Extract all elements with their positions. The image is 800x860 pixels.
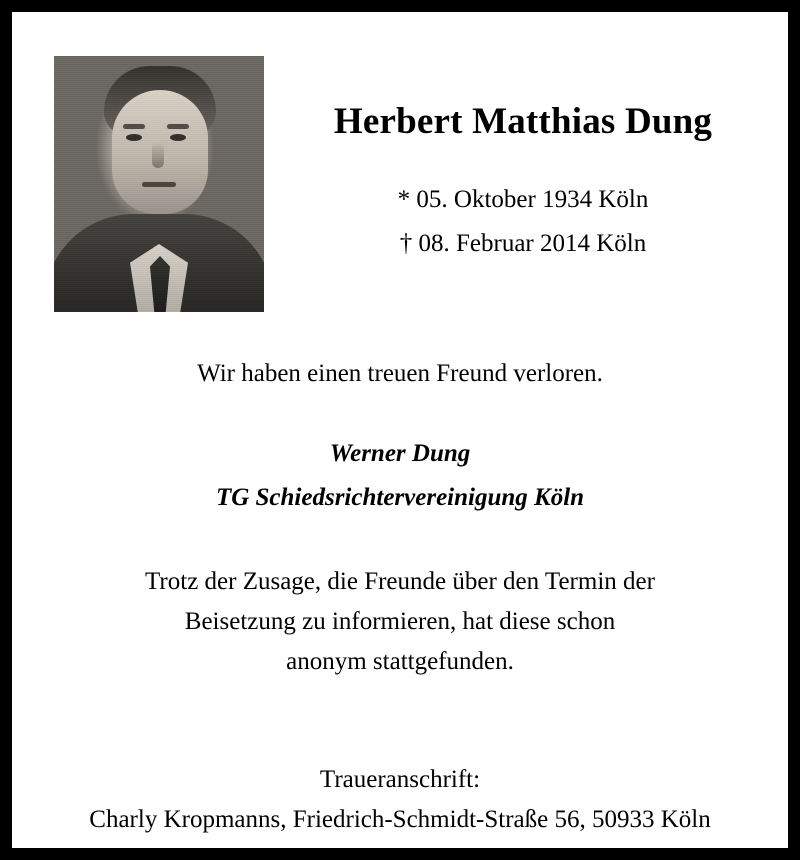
photo-grain-overlay — [54, 56, 264, 312]
funeral-note-line-3: anonym stattgefunden. — [286, 648, 514, 675]
mourner-name: Werner Dung — [329, 440, 471, 467]
condolence-address-value: Charly Kropmanns, Friedrich-Schmidt-Straße 56, 50933 Köln — [89, 806, 711, 833]
condolence-address — [12, 760, 788, 840]
obituary-card — [12, 12, 788, 848]
mourner-organization: TG Schiedsrichtervereinigung Köln — [215, 484, 585, 511]
deceased-name: Herbert Matthias Dung — [333, 101, 713, 142]
condolence-address-label: Traueranschrift: — [319, 766, 481, 793]
portrait-image — [54, 56, 264, 312]
death-date: † 08. Februar 2014 Köln — [399, 230, 647, 257]
portrait-photo — [54, 56, 264, 312]
funeral-note-line-2: Beisetzung zu informieren, hat diese schon — [184, 608, 616, 635]
life-dates — [278, 178, 768, 266]
birth-date: * 05. Oktober 1934 Köln — [397, 186, 649, 213]
funeral-note — [12, 562, 788, 682]
mourner-signature — [12, 432, 788, 520]
funeral-note-line-1: Trotz der Zusage, die Freunde über den Termin der — [145, 568, 655, 595]
memorial-verse: Wir haben einen treuen Freund verloren. — [197, 360, 603, 387]
